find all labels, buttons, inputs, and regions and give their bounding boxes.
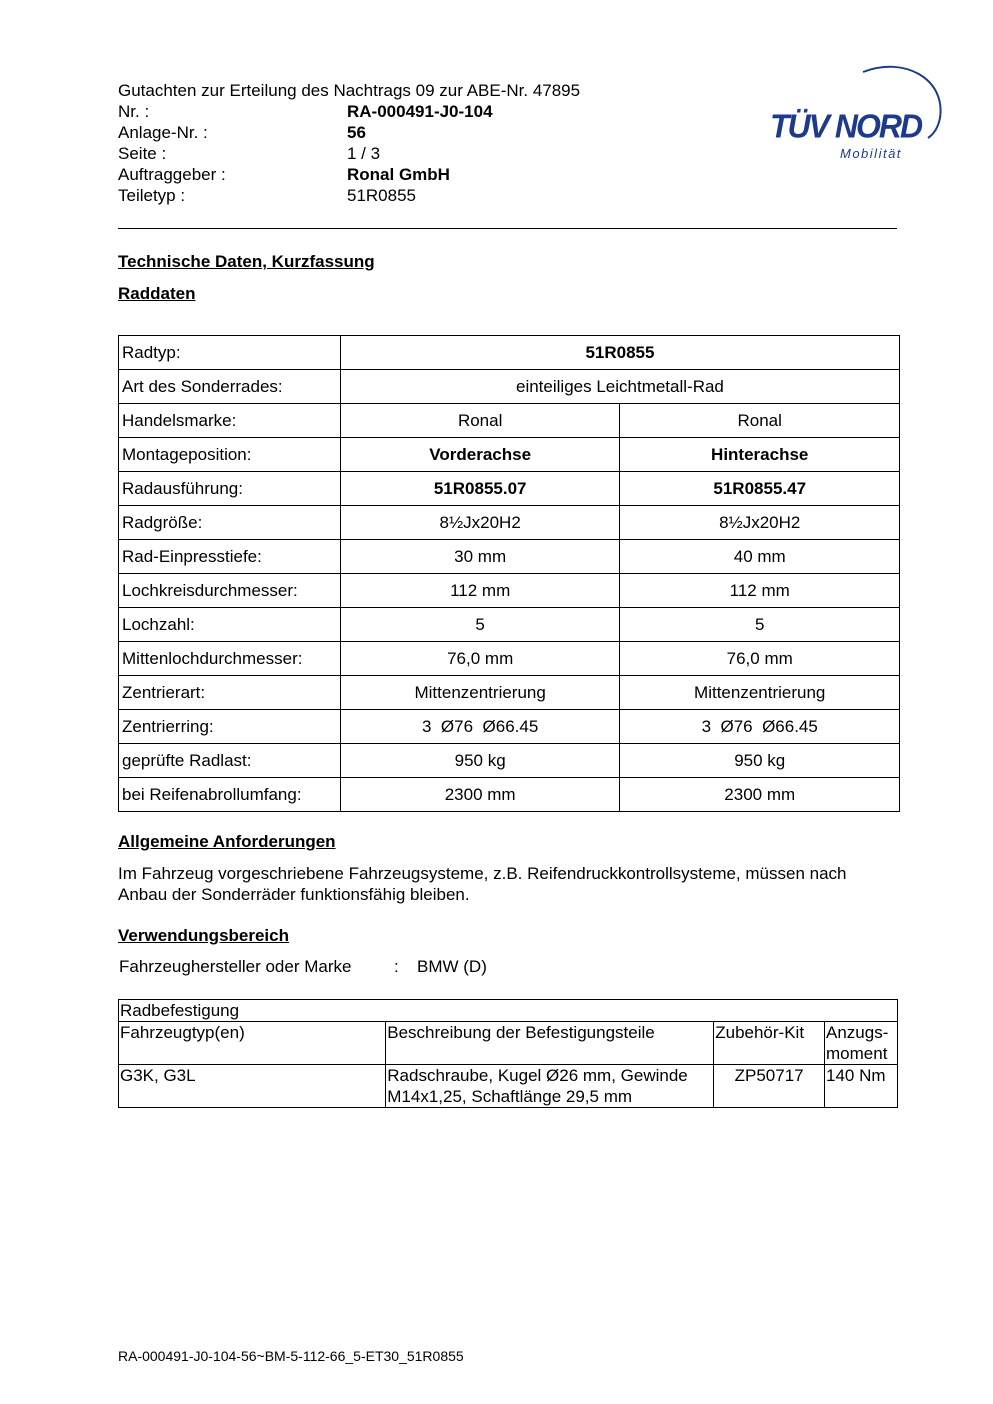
cell-hinter: 51R0855.47 xyxy=(620,472,900,506)
header-row-nr xyxy=(118,101,758,122)
header-value: 56 xyxy=(347,123,366,142)
verwendung-value: BMW (D) xyxy=(417,957,487,976)
cell-vorder: 5 xyxy=(340,608,620,642)
table-row xyxy=(119,642,900,676)
cell-vorder: 76,0 mm xyxy=(340,642,620,676)
header-row-auftraggeber xyxy=(118,164,758,185)
cell-hinter: 8½Jx20H2 xyxy=(620,506,900,540)
section-technische: Technische Daten, Kurzfassung xyxy=(118,252,375,271)
cell-hinter: 40 mm xyxy=(620,540,900,574)
verwendung-sep: : xyxy=(394,957,399,976)
header-label: Anlage-Nr. : xyxy=(118,123,208,142)
header-row-seite xyxy=(118,143,758,164)
cell-zubehoer: ZP50717 xyxy=(714,1065,825,1108)
table-row xyxy=(119,608,900,642)
header-value: RA-000491-J0-104 xyxy=(347,102,493,121)
header-anzugsmoment: Anzugs-moment xyxy=(825,1022,898,1065)
cell-fahrzeugtyp: G3K, G3L xyxy=(119,1065,386,1108)
tuv-nord-logo xyxy=(768,58,948,168)
cell-hinter: 3 Ø76 Ø66.45 xyxy=(620,710,900,744)
verwendung-row xyxy=(118,957,487,977)
document-header xyxy=(118,80,758,206)
cell-hinter: 2300 mm xyxy=(620,778,900,812)
cell-vorder: 2300 mm xyxy=(340,778,620,812)
table-header-row xyxy=(119,1022,898,1065)
row-label: Handelsmarke: xyxy=(119,404,341,438)
row-label: Radtyp: xyxy=(119,336,341,370)
befestigung-table xyxy=(118,999,898,1108)
table-row xyxy=(119,438,900,472)
cell-vorder: Ronal xyxy=(340,404,620,438)
row-label: Mittenlochdurchmesser: xyxy=(119,642,341,676)
header-label: Teiletyp : xyxy=(118,186,186,205)
befestigung-title: Radbefestigung xyxy=(119,1000,898,1022)
logo-brand: TÜV NORD xyxy=(770,107,922,145)
cell-hinter: Hinterachse xyxy=(620,438,900,472)
header-label: Auftraggeber : xyxy=(118,165,226,184)
cell-hinter: 112 mm xyxy=(620,574,900,608)
verwendung-label: Fahrzeughersteller oder Marke xyxy=(119,957,352,976)
table-row xyxy=(119,778,900,812)
cell-hinter: 5 xyxy=(620,608,900,642)
row-label: Zentrierring: xyxy=(119,710,341,744)
cell-anzugsmoment: 140 Nm xyxy=(825,1065,898,1108)
header-value: Ronal GmbH xyxy=(347,165,450,184)
row-label: Lochzahl: xyxy=(119,608,341,642)
table-row xyxy=(119,574,900,608)
table-row xyxy=(119,676,900,710)
table-row xyxy=(119,336,900,370)
radtyp-value: 51R0855 xyxy=(340,336,899,370)
cell-vorder: 8½Jx20H2 xyxy=(340,506,620,540)
row-label: Radgröße: xyxy=(119,506,341,540)
row-label: Zentrierart: xyxy=(119,676,341,710)
cell-vorder: 30 mm xyxy=(340,540,620,574)
header-fahrzeugtyp: Fahrzeugtyp(en) xyxy=(119,1022,386,1065)
header-zubehoer: Zubehör-Kit xyxy=(714,1022,825,1065)
table-row xyxy=(119,1000,898,1022)
table-row xyxy=(119,540,900,574)
footer-reference: RA-000491-J0-104-56~BM-5-112-66_5-ET30_51R0855 xyxy=(118,1348,464,1364)
cell-vorder: 51R0855.07 xyxy=(340,472,620,506)
row-label: geprüfte Radlast: xyxy=(119,744,341,778)
cell-vorder: Mittenzentrierung xyxy=(340,676,620,710)
header-label: Seite : xyxy=(118,144,167,163)
table-row xyxy=(119,472,900,506)
table-row xyxy=(119,404,900,438)
row-label: Montageposition: xyxy=(119,438,341,472)
table-row xyxy=(119,1065,898,1108)
row-label: Rad-Einpresstiefe: xyxy=(119,540,341,574)
header-divider xyxy=(118,228,897,229)
section-allgemeine: Allgemeine Anforderungen xyxy=(118,832,336,851)
row-label: bei Reifenabrollumfang: xyxy=(119,778,341,812)
table-row xyxy=(119,710,900,744)
row-label: Lochkreisdurchmesser: xyxy=(119,574,341,608)
cell-beschreibung: Radschraube, Kugel Ø26 mm, Gewinde M14x1,25, Schaftlänge 29,5 mm xyxy=(386,1065,714,1108)
header-value: 51R0855 xyxy=(347,186,417,205)
header-row-anlage xyxy=(118,122,758,143)
allgemeine-text: Im Fahrzeug vorgeschriebene Fahrzeugsysteme, z.B. Reifendruckkontrollsysteme, müssen nach Anbau der Sonderräder funktionsfähig bleiben. xyxy=(118,864,847,904)
table-row xyxy=(119,506,900,540)
header-title: Gutachten zur Erteilung des Nachtrags 09 zur ABE-Nr. 47895 xyxy=(118,81,581,100)
cell-vorder: 3 Ø76 Ø66.45 xyxy=(340,710,620,744)
cell-hinter: Ronal xyxy=(620,404,900,438)
cell-vorder: 950 kg xyxy=(340,744,620,778)
table-row xyxy=(119,370,900,404)
cell-vorder: 112 mm xyxy=(340,574,620,608)
logo-sub: Mobilität xyxy=(840,146,902,161)
row-label: Radausführung: xyxy=(119,472,341,506)
section-raddaten: Raddaten xyxy=(118,284,196,303)
cell-hinter: Mittenzentrierung xyxy=(620,676,900,710)
header-label: Nr. : xyxy=(118,102,150,121)
header-row-teiletyp xyxy=(118,185,758,206)
cell-hinter: 950 kg xyxy=(620,744,900,778)
cell-vorder: Vorderachse xyxy=(340,438,620,472)
raddaten-table xyxy=(118,335,900,812)
art-value: einteiliges Leichtmetall-Rad xyxy=(340,370,899,404)
section-verwendung: Verwendungsbereich xyxy=(118,926,289,945)
cell-hinter: 76,0 mm xyxy=(620,642,900,676)
header-beschreibung: Beschreibung der Befestigungsteile xyxy=(386,1022,714,1065)
table-row xyxy=(119,744,900,778)
header-value: 1 / 3 xyxy=(347,144,381,163)
row-label: Art des Sonderrades: xyxy=(119,370,341,404)
